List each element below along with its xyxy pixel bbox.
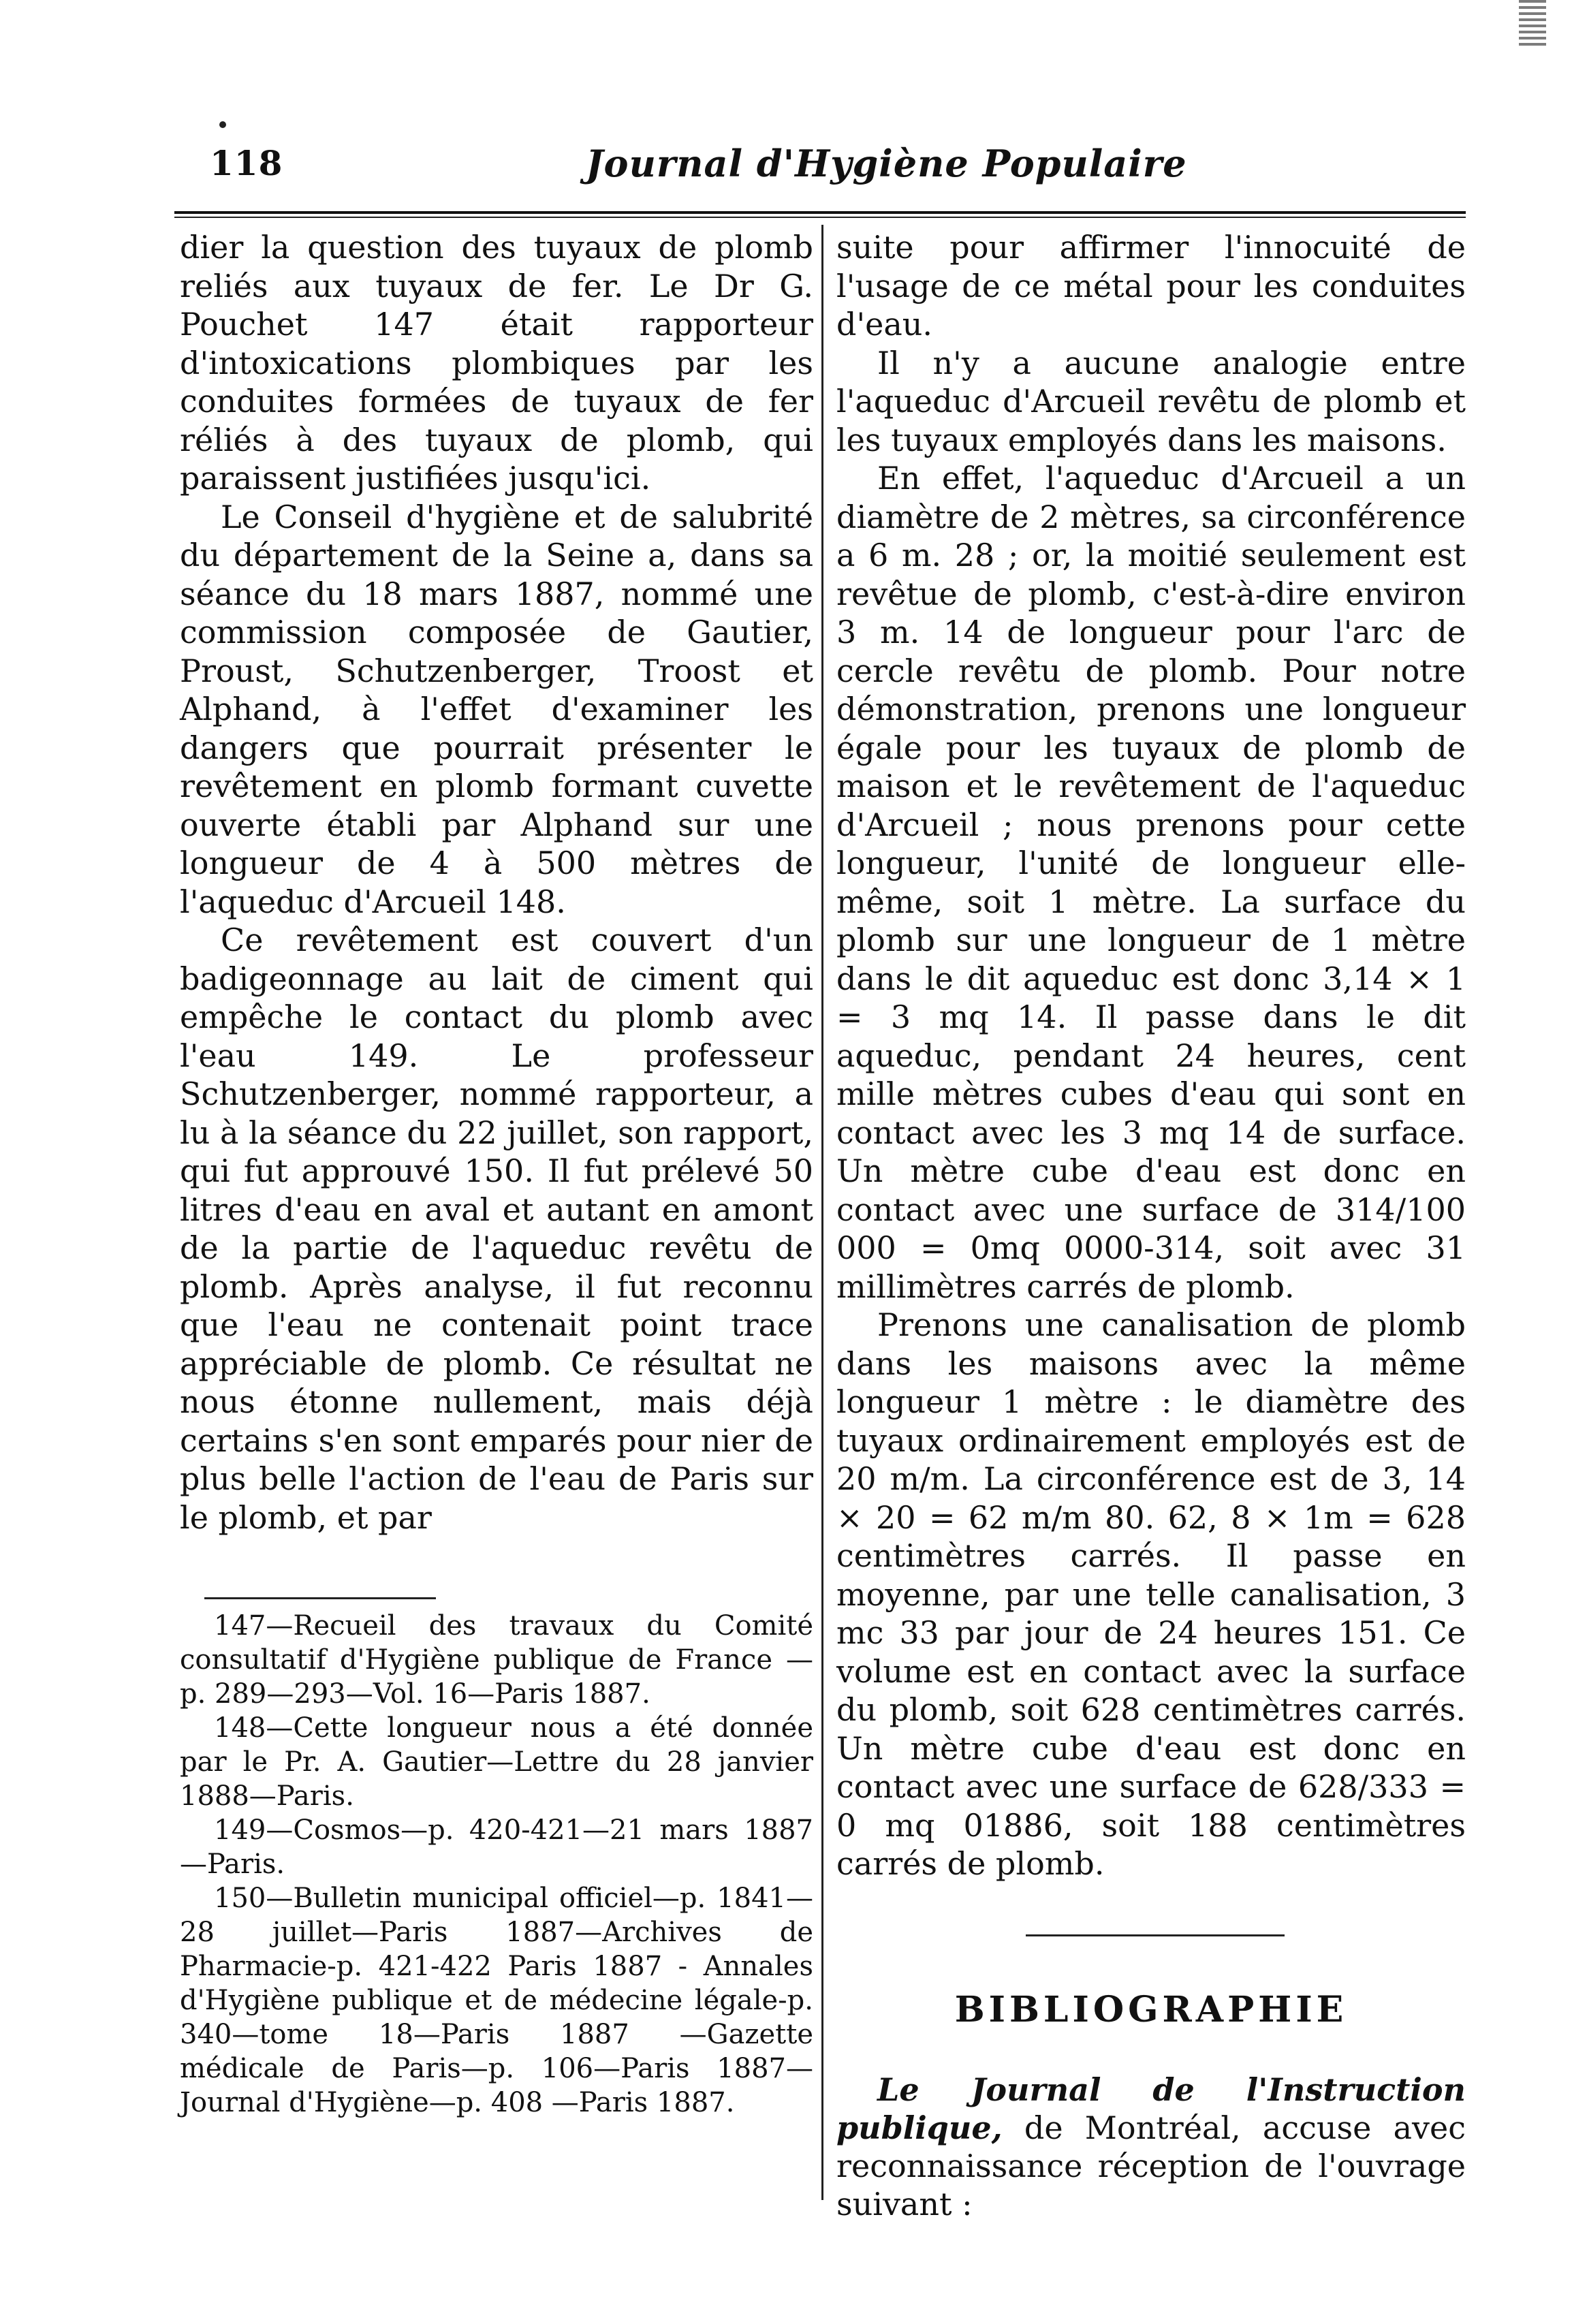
right-paragraph: Il n'y a aucune analogie entre l'aqueduc d'Arcueil revêtu de plomb et les tuyaux employés dans les maisons. (836, 344, 1466, 458)
bibliography-body: de Montréal, accuse avec reconnaissance réception de l'ouvrage suivant : (836, 2109, 1466, 2223)
footnotes (180, 1609, 813, 2120)
bibliography-paragraph (836, 2071, 1466, 2223)
ink-dot (219, 121, 226, 128)
header-rule-thin (174, 217, 1466, 218)
page-edge-mark (1519, 0, 1546, 48)
right-paragraph: Prenons une canalisation de plomb dans les maisons avec la même longueur 1 mètre : le diamètre des tuyaux ordinairement employés est de 20 m/m. La circonférence est de 3, 14 × 20 = 62 m/m 80. 62, 8 × 1m = 628 centimètres carrés. Il passe en moyenne, par une telle canalisation, 3 mc 33 par jour de 24 heures 151. Ce volume est en contact avec la surface du plomb, soit 628 centimètres carrés. Un mètre cube d'eau est donc en contact avec une surface de 628/333 = 0 mq 01886, soit 188 centimètres carrés de plomb. (836, 1306, 1466, 1882)
right-paragraph: En effet, l'aqueduc d'Arcueil a un diamètre de 2 mètres, sa circonférence a 6 m. 28 ; or, la moitié seulement est revêtue de plomb, c'est-à-dire environ 3 m. 14 de longueur pour l'arc de cercle revêtu de plomb. Pour notre démonstration, prenons une longueur égale pour les tuyaux de plomb de maison et le revêtement de l'aqueduc d'Arcueil ; nous prenons pour cette longueur, l'unité de longueur elle-même, soit 1 mètre. La surface du plomb sur une longueur de 1 mètre dans le dit aqueduc est donc 3,14 × 1 = 3 mq 14. Il passe dans le dit aqueduc, pendant 24 heures, cent mille mètres cubes d'eau qui sont en contact avec les 3 mq 14 de surface. Un mètre cube d'eau est donc en contact avec une surface de 314/100 000 = 0mq 0000-314, soit avec 31 millimètres carrés de plomb. (836, 460, 1466, 1305)
footnote-148: 148—Cette longueur nous a été donnée par le Pr. A. Gautier—Lettre du 28 janvier 1888—Paris. (180, 1712, 813, 1812)
left-paragraph: dier la question des tuyaux de plomb reliés aux tuyaux de fer. Le Dr G. Pouchet 147 était rapporteur d'intoxications plombiques par les conduites formées de tuyaux de fer réliés à des tuyaux de plomb, qui paraissent justifiées jusqu'ici. (180, 229, 813, 497)
footnote-149: 149—Cosmos—p. 420-421—21 mars 1887—Paris. (180, 1815, 813, 1880)
left-paragraph: Ce revêtement est couvert d'un badigeonnage au lait de ciment qui empêche le contact du plomb avec l'eau 149. Le professeur Schutzenberger, nommé rapporteur, a lu à la séance du 22 juillet, son rapport, qui fut approuvé 150. Il fut prélevé 50 litres d'eau en aval et autant en amont de la partie de l'aqueduc revêtu de plomb. Après analyse, il fut reconnu que l'eau ne contenait point trace appréciable de plomb. Ce résultat ne nous étonne nullement, mais déjà certains s'en sont emparés pour nier de plus belle l'action de l'eau de Paris sur le plomb, et par (180, 922, 813, 1536)
footnote-147: 147—Recueil des travaux du Comité consultatif d'Hygiène publique de France —p. 289—293—Vol. 16—Paris 1887. (180, 1610, 813, 1710)
right-column (836, 228, 1466, 1883)
journal-title: Le Journal de l'Instruction publique, (836, 2071, 1466, 2146)
running-title: Journal d'Hygiène Populaire (586, 142, 1187, 185)
footnote-150: 150—Bulletin municipal officiel—p. 1841—28 juillet—Paris 1887—Archives de Pharmacie-p. 421-422 Paris 1887 - Annales d'Hygiène publique et de médecine légale-p. 340—tome 18—Paris 1887 —Gazette médicale de Paris—p. 106—Paris 1887—Journal d'Hygiène—p. 408 —Paris 1887. (180, 1883, 813, 2118)
column-divider (821, 225, 823, 2200)
bibliography-text (836, 2071, 1466, 2223)
bibliography-heading: BIBLIOGRAPHIE (954, 1989, 1348, 2030)
bibliography-rule (1026, 1934, 1285, 1936)
footnote-rule (204, 1597, 436, 1599)
page-number: 118 (210, 143, 283, 183)
header-rule (174, 211, 1466, 214)
left-column (180, 228, 813, 1537)
right-paragraph: suite pour affirmer l'innocuité de l'usage de ce métal pour les conduites d'eau. (836, 229, 1466, 343)
left-paragraph: Le Conseil d'hygiène et de salubrité du département de la Seine a, dans sa séance du 18 mars 1887, nommé une commission composée de Gautier, Proust, Schutzenberger, Troost et Alphand, à l'effet d'examiner les dangers que pourrait présenter le revêtement en plomb formant cuvette ouverte établi par Alphand sur une longueur de 4 à 500 mètres de l'aqueduc d'Arcueil 148. (180, 498, 813, 920)
